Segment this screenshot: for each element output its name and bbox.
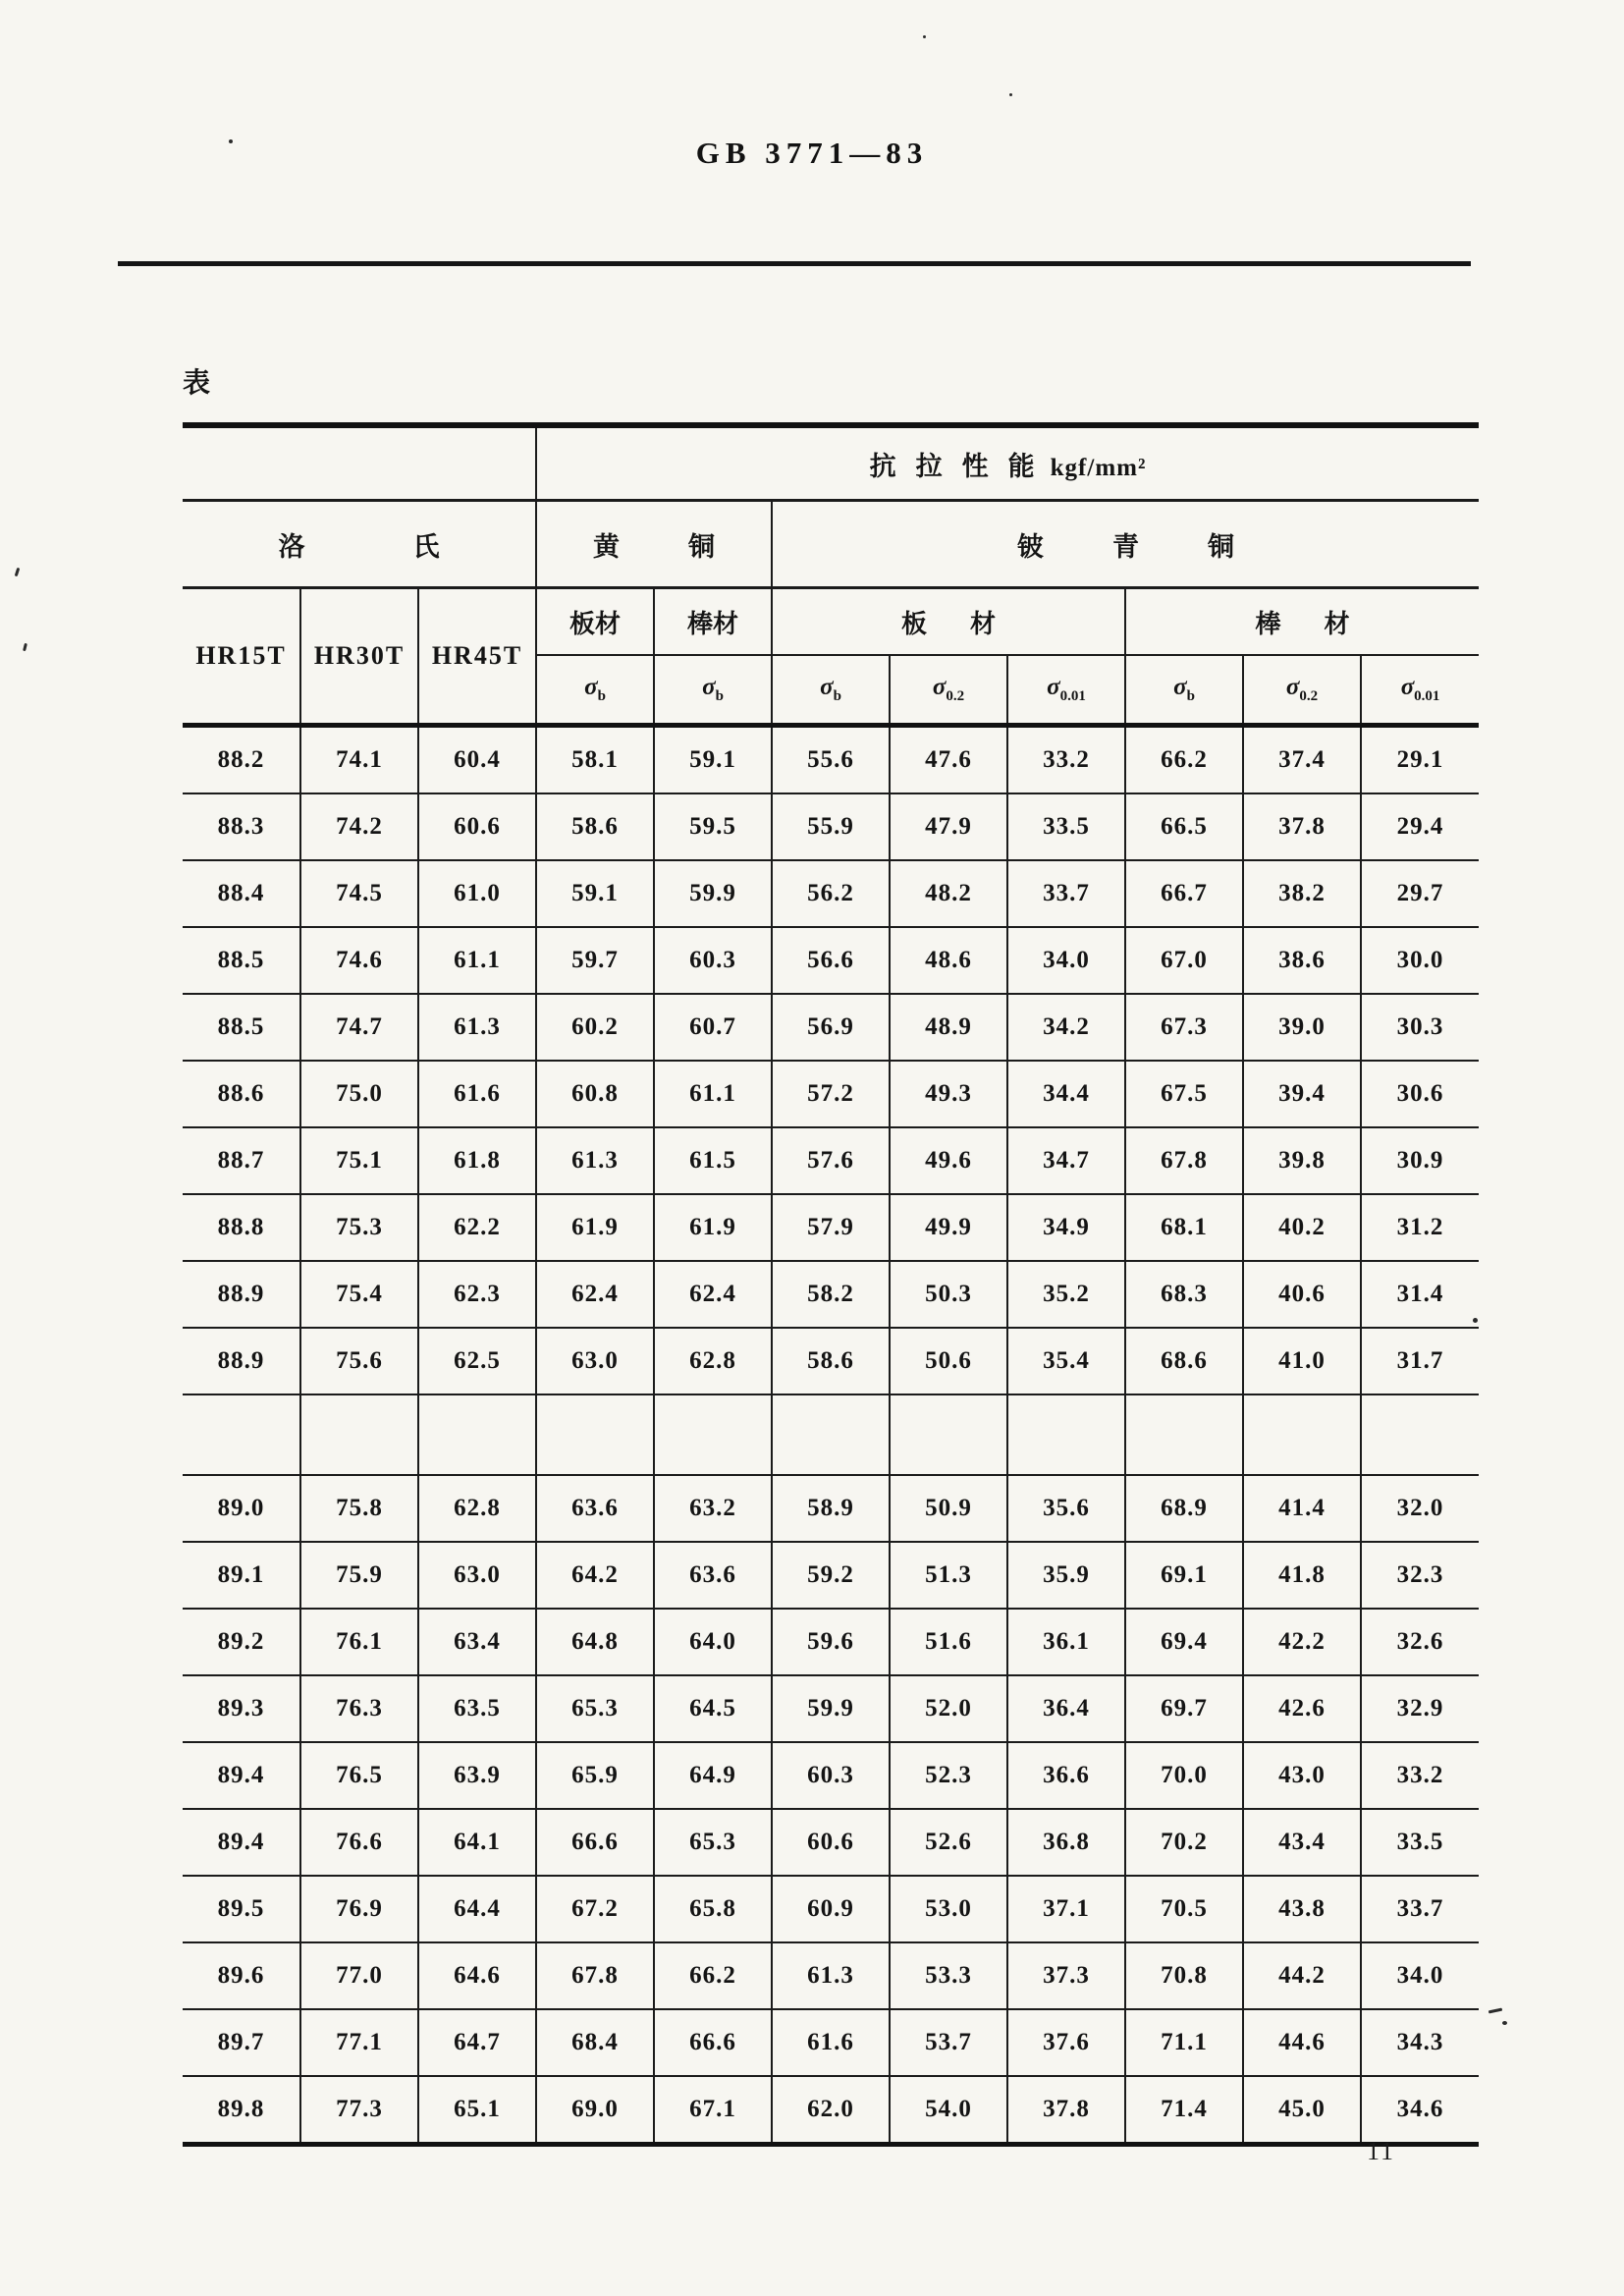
value-cell: 54.0 [890, 2076, 1007, 2145]
value-cell: 64.9 [654, 1742, 772, 1809]
value-cell: 62.5 [418, 1328, 536, 1394]
value-cell: 89.2 [183, 1609, 300, 1675]
value-cell: 60.8 [536, 1061, 654, 1127]
value-cell: 53.0 [890, 1876, 1007, 1942]
empty-cell [1361, 1394, 1479, 1475]
value-cell: 63.6 [654, 1542, 772, 1609]
value-cell: 60.7 [654, 994, 772, 1061]
value-cell: 77.1 [300, 2009, 418, 2076]
empty-cell [536, 1394, 654, 1475]
value-cell: 70.8 [1125, 1942, 1243, 2009]
empty-cell [890, 1394, 1007, 1475]
empty-header-cell [183, 425, 536, 501]
beryllium-bronze-header [772, 501, 1479, 588]
value-cell: 61.5 [654, 1127, 772, 1194]
value-cell: 60.3 [654, 927, 772, 994]
value-cell: 66.7 [1125, 860, 1243, 927]
value-cell: 63.9 [418, 1742, 536, 1809]
value-cell: 42.2 [1243, 1609, 1361, 1675]
value-cell: 38.2 [1243, 860, 1361, 927]
value-cell: 70.5 [1125, 1876, 1243, 1942]
value-cell: 61.9 [536, 1194, 654, 1261]
value-cell: 59.1 [654, 726, 772, 794]
value-cell: 58.2 [772, 1261, 890, 1328]
col-header-hr15t: HR15T [183, 588, 300, 726]
value-cell: 67.1 [654, 2076, 772, 2145]
scan-speck [923, 35, 926, 38]
brass-header [536, 501, 785, 588]
value-cell: 52.3 [890, 1742, 1007, 1809]
value-cell: 37.4 [1243, 726, 1361, 794]
value-cell: 88.5 [183, 927, 300, 994]
table-caption: 表 [183, 368, 211, 399]
beryllium-bronze-label: 铍青铜 [1017, 531, 1304, 562]
value-cell: 44.6 [1243, 2009, 1361, 2076]
value-cell: 32.9 [1361, 1675, 1479, 1742]
value-cell: 43.4 [1243, 1809, 1361, 1876]
table-row [183, 1127, 1479, 1194]
value-cell: 68.1 [1125, 1194, 1243, 1261]
value-cell: 89.3 [183, 1675, 300, 1742]
value-cell: 48.2 [890, 860, 1007, 927]
value-cell: 44.2 [1243, 1942, 1361, 2009]
value-cell: 64.8 [536, 1609, 654, 1675]
value-cell: 50.6 [890, 1328, 1007, 1394]
value-cell: 67.0 [1125, 927, 1243, 994]
value-cell: 69.0 [536, 2076, 654, 2145]
value-cell: 35.6 [1007, 1475, 1125, 1542]
value-cell: 40.6 [1243, 1261, 1361, 1328]
value-cell: 67.8 [1125, 1127, 1243, 1194]
value-cell: 32.6 [1361, 1609, 1479, 1675]
value-cell: 47.6 [890, 726, 1007, 794]
value-cell: 55.6 [772, 726, 890, 794]
value-cell: 64.0 [654, 1609, 772, 1675]
bronze-plate-label: 板材 [901, 609, 1040, 638]
value-cell: 75.3 [300, 1194, 418, 1261]
horizontal-rule [118, 261, 1471, 266]
empty-cell [772, 1394, 890, 1475]
value-cell: 68.4 [536, 2009, 654, 2076]
value-cell: 58.9 [772, 1475, 890, 1542]
value-cell: 29.1 [1361, 726, 1479, 794]
value-cell: 69.4 [1125, 1609, 1243, 1675]
value-cell: 67.8 [536, 1942, 654, 2009]
col-header-sigma-b: $\sigma_b$ [772, 655, 890, 726]
value-cell: 55.9 [772, 793, 890, 860]
value-cell: 61.3 [418, 994, 536, 1061]
rockwell-header [183, 501, 548, 588]
value-cell: 59.6 [772, 1609, 890, 1675]
value-cell: 63.0 [536, 1328, 654, 1394]
value-cell: 88.8 [183, 1194, 300, 1261]
value-cell: 64.5 [654, 1675, 772, 1742]
value-cell: 59.9 [772, 1675, 890, 1742]
value-cell: 30.6 [1361, 1061, 1479, 1127]
table-row [183, 927, 1479, 994]
value-cell: 74.5 [300, 860, 418, 927]
value-cell: 34.9 [1007, 1194, 1125, 1261]
separator-row [183, 1394, 1479, 1475]
value-cell: 57.9 [772, 1194, 890, 1261]
value-cell: 69.7 [1125, 1675, 1243, 1742]
value-cell: 50.9 [890, 1475, 1007, 1542]
value-cell: 49.9 [890, 1194, 1007, 1261]
value-cell: 52.0 [890, 1675, 1007, 1742]
col-header-sigma-0.2: $\sigma_{0.2}$ [1243, 655, 1361, 726]
hardness-tensile-conversion-table [183, 422, 1479, 2147]
col-header-sigma-b: $\sigma_b$ [536, 655, 654, 726]
value-cell: 34.0 [1361, 1942, 1479, 2009]
value-cell: 29.7 [1361, 860, 1479, 927]
table-row [183, 1609, 1479, 1675]
value-cell: 36.1 [1007, 1609, 1125, 1675]
value-cell: 49.6 [890, 1127, 1007, 1194]
header-row-unit [183, 425, 1479, 501]
value-cell: 43.8 [1243, 1876, 1361, 1942]
value-cell: 70.2 [1125, 1809, 1243, 1876]
value-cell: 59.5 [654, 793, 772, 860]
value-cell: 43.0 [1243, 1742, 1361, 1809]
value-cell: 41.0 [1243, 1328, 1361, 1394]
table-row [183, 1542, 1479, 1609]
value-cell: 59.9 [654, 860, 772, 927]
value-cell: 30.3 [1361, 994, 1479, 1061]
empty-cell [654, 1394, 772, 1475]
value-cell: 58.1 [536, 726, 654, 794]
value-cell: 31.7 [1361, 1328, 1479, 1394]
value-cell: 89.7 [183, 2009, 300, 2076]
unit-label-en: kgf/mm² [1050, 454, 1147, 481]
value-cell: 37.3 [1007, 1942, 1125, 2009]
value-cell: 89.8 [183, 2076, 300, 2145]
table-row [183, 1328, 1479, 1394]
col-header-sigma-0.01: $\sigma_{0.01}$ [1007, 655, 1125, 726]
value-cell: 52.6 [890, 1809, 1007, 1876]
value-cell: 76.6 [300, 1809, 418, 1876]
table-row [183, 1061, 1479, 1127]
value-cell: 61.9 [654, 1194, 772, 1261]
value-cell: 39.4 [1243, 1061, 1361, 1127]
value-cell: 41.4 [1243, 1475, 1361, 1542]
value-cell: 88.7 [183, 1127, 300, 1194]
value-cell: 37.1 [1007, 1876, 1125, 1942]
value-cell: 88.9 [183, 1328, 300, 1394]
col-header-hr30t: HR30T [300, 588, 418, 726]
value-cell: 37.8 [1007, 2076, 1125, 2145]
value-cell: 65.9 [536, 1742, 654, 1809]
scan-speck [1473, 1318, 1478, 1323]
table-row [183, 1876, 1479, 1942]
scan-speck [1009, 93, 1012, 96]
value-cell: 37.6 [1007, 2009, 1125, 2076]
value-cell: 51.3 [890, 1542, 1007, 1609]
value-cell: 74.7 [300, 994, 418, 1061]
value-cell: 75.9 [300, 1542, 418, 1609]
value-cell: 42.6 [1243, 1675, 1361, 1742]
brass-label: 黄铜 [593, 531, 785, 562]
table-row [183, 1742, 1479, 1809]
value-cell: 60.4 [418, 726, 536, 794]
value-cell: 60.6 [772, 1809, 890, 1876]
value-cell: 61.6 [772, 2009, 890, 2076]
empty-cell [1243, 1394, 1361, 1475]
value-cell: 34.7 [1007, 1127, 1125, 1194]
value-cell: 60.9 [772, 1876, 890, 1942]
value-cell: 88.3 [183, 793, 300, 860]
value-cell: 66.2 [1125, 726, 1243, 794]
value-cell: 35.4 [1007, 1328, 1125, 1394]
bronze-bar-label: 棒材 [1255, 609, 1393, 638]
tensile-properties-header [536, 425, 1479, 501]
value-cell: 39.8 [1243, 1127, 1361, 1194]
empty-cell [183, 1394, 300, 1475]
value-cell: 63.6 [536, 1475, 654, 1542]
value-cell: 48.9 [890, 994, 1007, 1061]
value-cell: 60.6 [418, 793, 536, 860]
value-cell: 62.2 [418, 1194, 536, 1261]
value-cell: 89.1 [183, 1542, 300, 1609]
table-row [183, 1942, 1479, 2009]
table-row [183, 1475, 1479, 1542]
value-cell: 63.5 [418, 1675, 536, 1742]
value-cell: 36.6 [1007, 1742, 1125, 1809]
value-cell: 68.6 [1125, 1328, 1243, 1394]
value-cell: 64.1 [418, 1809, 536, 1876]
value-cell: 70.0 [1125, 1742, 1243, 1809]
value-cell: 57.2 [772, 1061, 890, 1127]
value-cell: 33.2 [1361, 1742, 1479, 1809]
value-cell: 63.4 [418, 1609, 536, 1675]
value-cell: 62.4 [654, 1261, 772, 1328]
value-cell: 64.2 [536, 1542, 654, 1609]
value-cell: 62.8 [654, 1328, 772, 1394]
bronze-bar-header [1125, 588, 1479, 656]
table-row [183, 793, 1479, 860]
value-cell: 45.0 [1243, 2076, 1361, 2145]
value-cell: 76.1 [300, 1609, 418, 1675]
value-cell: 65.1 [418, 2076, 536, 2145]
value-cell: 57.6 [772, 1127, 890, 1194]
value-cell: 61.1 [654, 1061, 772, 1127]
value-cell: 59.1 [536, 860, 654, 927]
value-cell: 48.6 [890, 927, 1007, 994]
value-cell: 62.3 [418, 1261, 536, 1328]
value-cell: 74.2 [300, 793, 418, 860]
value-cell: 66.5 [1125, 793, 1243, 860]
value-cell: 61.8 [418, 1127, 536, 1194]
value-cell: 68.9 [1125, 1475, 1243, 1542]
table-row [183, 726, 1479, 794]
value-cell: 75.1 [300, 1127, 418, 1194]
col-header-sigma-b: $\sigma_b$ [1125, 655, 1243, 726]
value-cell: 74.6 [300, 927, 418, 994]
value-cell: 88.4 [183, 860, 300, 927]
value-cell: 62.0 [772, 2076, 890, 2145]
empty-cell [1125, 1394, 1243, 1475]
value-cell: 33.7 [1361, 1876, 1479, 1942]
value-cell: 53.3 [890, 1942, 1007, 2009]
value-cell: 50.3 [890, 1261, 1007, 1328]
table-row [183, 994, 1479, 1061]
page-number: 11 [1367, 2137, 1396, 2165]
value-cell: 31.4 [1361, 1261, 1479, 1328]
value-cell: 58.6 [536, 793, 654, 860]
value-cell: 77.0 [300, 1942, 418, 2009]
value-cell: 71.1 [1125, 2009, 1243, 2076]
value-cell: 56.2 [772, 860, 890, 927]
value-cell: 89.4 [183, 1809, 300, 1876]
value-cell: 34.4 [1007, 1061, 1125, 1127]
value-cell: 67.2 [536, 1876, 654, 1942]
brass-plate-header: 板材 [536, 588, 654, 656]
value-cell: 29.4 [1361, 793, 1479, 860]
standard-number: GB 3771—83 [695, 136, 929, 170]
value-cell: 61.3 [536, 1127, 654, 1194]
value-cell: 62.4 [536, 1261, 654, 1328]
value-cell: 59.7 [536, 927, 654, 994]
value-cell: 33.2 [1007, 726, 1125, 794]
value-cell: 30.9 [1361, 1127, 1479, 1194]
value-cell: 75.4 [300, 1261, 418, 1328]
value-cell: 36.4 [1007, 1675, 1125, 1742]
value-cell: 61.1 [418, 927, 536, 994]
value-cell: 64.7 [418, 2009, 536, 2076]
value-cell: 65.8 [654, 1876, 772, 1942]
table-row [183, 1675, 1479, 1742]
rockwell-label: 洛氏 [278, 531, 548, 562]
value-cell: 89.6 [183, 1942, 300, 2009]
value-cell: 60.2 [536, 994, 654, 1061]
value-cell: 56.9 [772, 994, 890, 1061]
value-cell: 88.9 [183, 1261, 300, 1328]
empty-cell [418, 1394, 536, 1475]
scan-speck [1489, 2008, 1502, 2014]
value-cell: 49.3 [890, 1061, 1007, 1127]
value-cell: 63.0 [418, 1542, 536, 1609]
value-cell: 89.4 [183, 1742, 300, 1809]
unit-label-cn: 抗拉性能 [869, 451, 1055, 481]
value-cell: 64.4 [418, 1876, 536, 1942]
scan-speck [15, 568, 21, 576]
table-row [183, 1261, 1479, 1328]
value-cell: 76.9 [300, 1876, 418, 1942]
header-row-forms [183, 588, 1479, 656]
value-cell: 36.8 [1007, 1809, 1125, 1876]
brass-bar-header: 棒材 [654, 588, 772, 656]
value-cell: 74.1 [300, 726, 418, 794]
value-cell: 68.3 [1125, 1261, 1243, 1328]
bronze-plate-header [772, 588, 1125, 656]
value-cell: 66.6 [536, 1809, 654, 1876]
value-cell: 75.8 [300, 1475, 418, 1542]
value-cell: 66.6 [654, 2009, 772, 2076]
value-cell: 30.0 [1361, 927, 1479, 994]
value-cell: 67.3 [1125, 994, 1243, 1061]
table-row [183, 2076, 1479, 2145]
value-cell: 61.0 [418, 860, 536, 927]
value-cell: 61.6 [418, 1061, 536, 1127]
value-cell: 66.2 [654, 1942, 772, 2009]
value-cell: 33.5 [1007, 793, 1125, 860]
value-cell: 64.6 [418, 1942, 536, 2009]
value-cell: 61.3 [772, 1942, 890, 2009]
value-cell: 75.0 [300, 1061, 418, 1127]
table-row [183, 1809, 1479, 1876]
table-row [183, 2009, 1479, 2076]
value-cell: 33.5 [1361, 1809, 1479, 1876]
value-cell: 47.9 [890, 793, 1007, 860]
value-cell: 34.6 [1361, 2076, 1479, 2145]
value-cell: 40.2 [1243, 1194, 1361, 1261]
value-cell: 67.5 [1125, 1061, 1243, 1127]
value-cell: 71.4 [1125, 2076, 1243, 2145]
col-header-sigma-0.01: $\sigma_{0.01}$ [1361, 655, 1479, 726]
value-cell: 39.0 [1243, 994, 1361, 1061]
value-cell: 53.7 [890, 2009, 1007, 2076]
value-cell: 88.2 [183, 726, 300, 794]
empty-cell [1007, 1394, 1125, 1475]
value-cell: 65.3 [654, 1809, 772, 1876]
value-cell: 34.0 [1007, 927, 1125, 994]
value-cell: 69.1 [1125, 1542, 1243, 1609]
value-cell: 76.3 [300, 1675, 418, 1742]
value-cell: 76.5 [300, 1742, 418, 1809]
value-cell: 89.0 [183, 1475, 300, 1542]
scan-speck [1502, 2021, 1507, 2025]
value-cell: 88.5 [183, 994, 300, 1061]
value-cell: 56.6 [772, 927, 890, 994]
value-cell: 34.2 [1007, 994, 1125, 1061]
value-cell: 62.8 [418, 1475, 536, 1542]
value-cell: 41.8 [1243, 1542, 1361, 1609]
value-cell: 88.6 [183, 1061, 300, 1127]
value-cell: 32.0 [1361, 1475, 1479, 1542]
scan-speck [229, 139, 233, 143]
value-cell: 77.3 [300, 2076, 418, 2145]
table-row [183, 860, 1479, 927]
value-cell: 35.9 [1007, 1542, 1125, 1609]
value-cell: 31.2 [1361, 1194, 1479, 1261]
value-cell: 35.2 [1007, 1261, 1125, 1328]
value-cell: 51.6 [890, 1609, 1007, 1675]
value-cell: 89.5 [183, 1876, 300, 1942]
value-cell: 58.6 [772, 1328, 890, 1394]
value-cell: 37.8 [1243, 793, 1361, 860]
table-row [183, 1194, 1479, 1261]
col-header-sigma-0.2: $\sigma_{0.2}$ [890, 655, 1007, 726]
value-cell: 75.6 [300, 1328, 418, 1394]
value-cell: 32.3 [1361, 1542, 1479, 1609]
value-cell: 60.3 [772, 1742, 890, 1809]
value-cell: 33.7 [1007, 860, 1125, 927]
col-header-sigma-b: $\sigma_b$ [654, 655, 772, 726]
scan-speck [23, 643, 27, 651]
empty-cell [300, 1394, 418, 1475]
value-cell: 65.3 [536, 1675, 654, 1742]
header-row-groups [183, 501, 1479, 588]
value-cell: 34.3 [1361, 2009, 1479, 2076]
value-cell: 59.2 [772, 1542, 890, 1609]
col-header-hr45t: HR45T [418, 588, 536, 726]
value-cell: 63.2 [654, 1475, 772, 1542]
value-cell: 38.6 [1243, 927, 1361, 994]
